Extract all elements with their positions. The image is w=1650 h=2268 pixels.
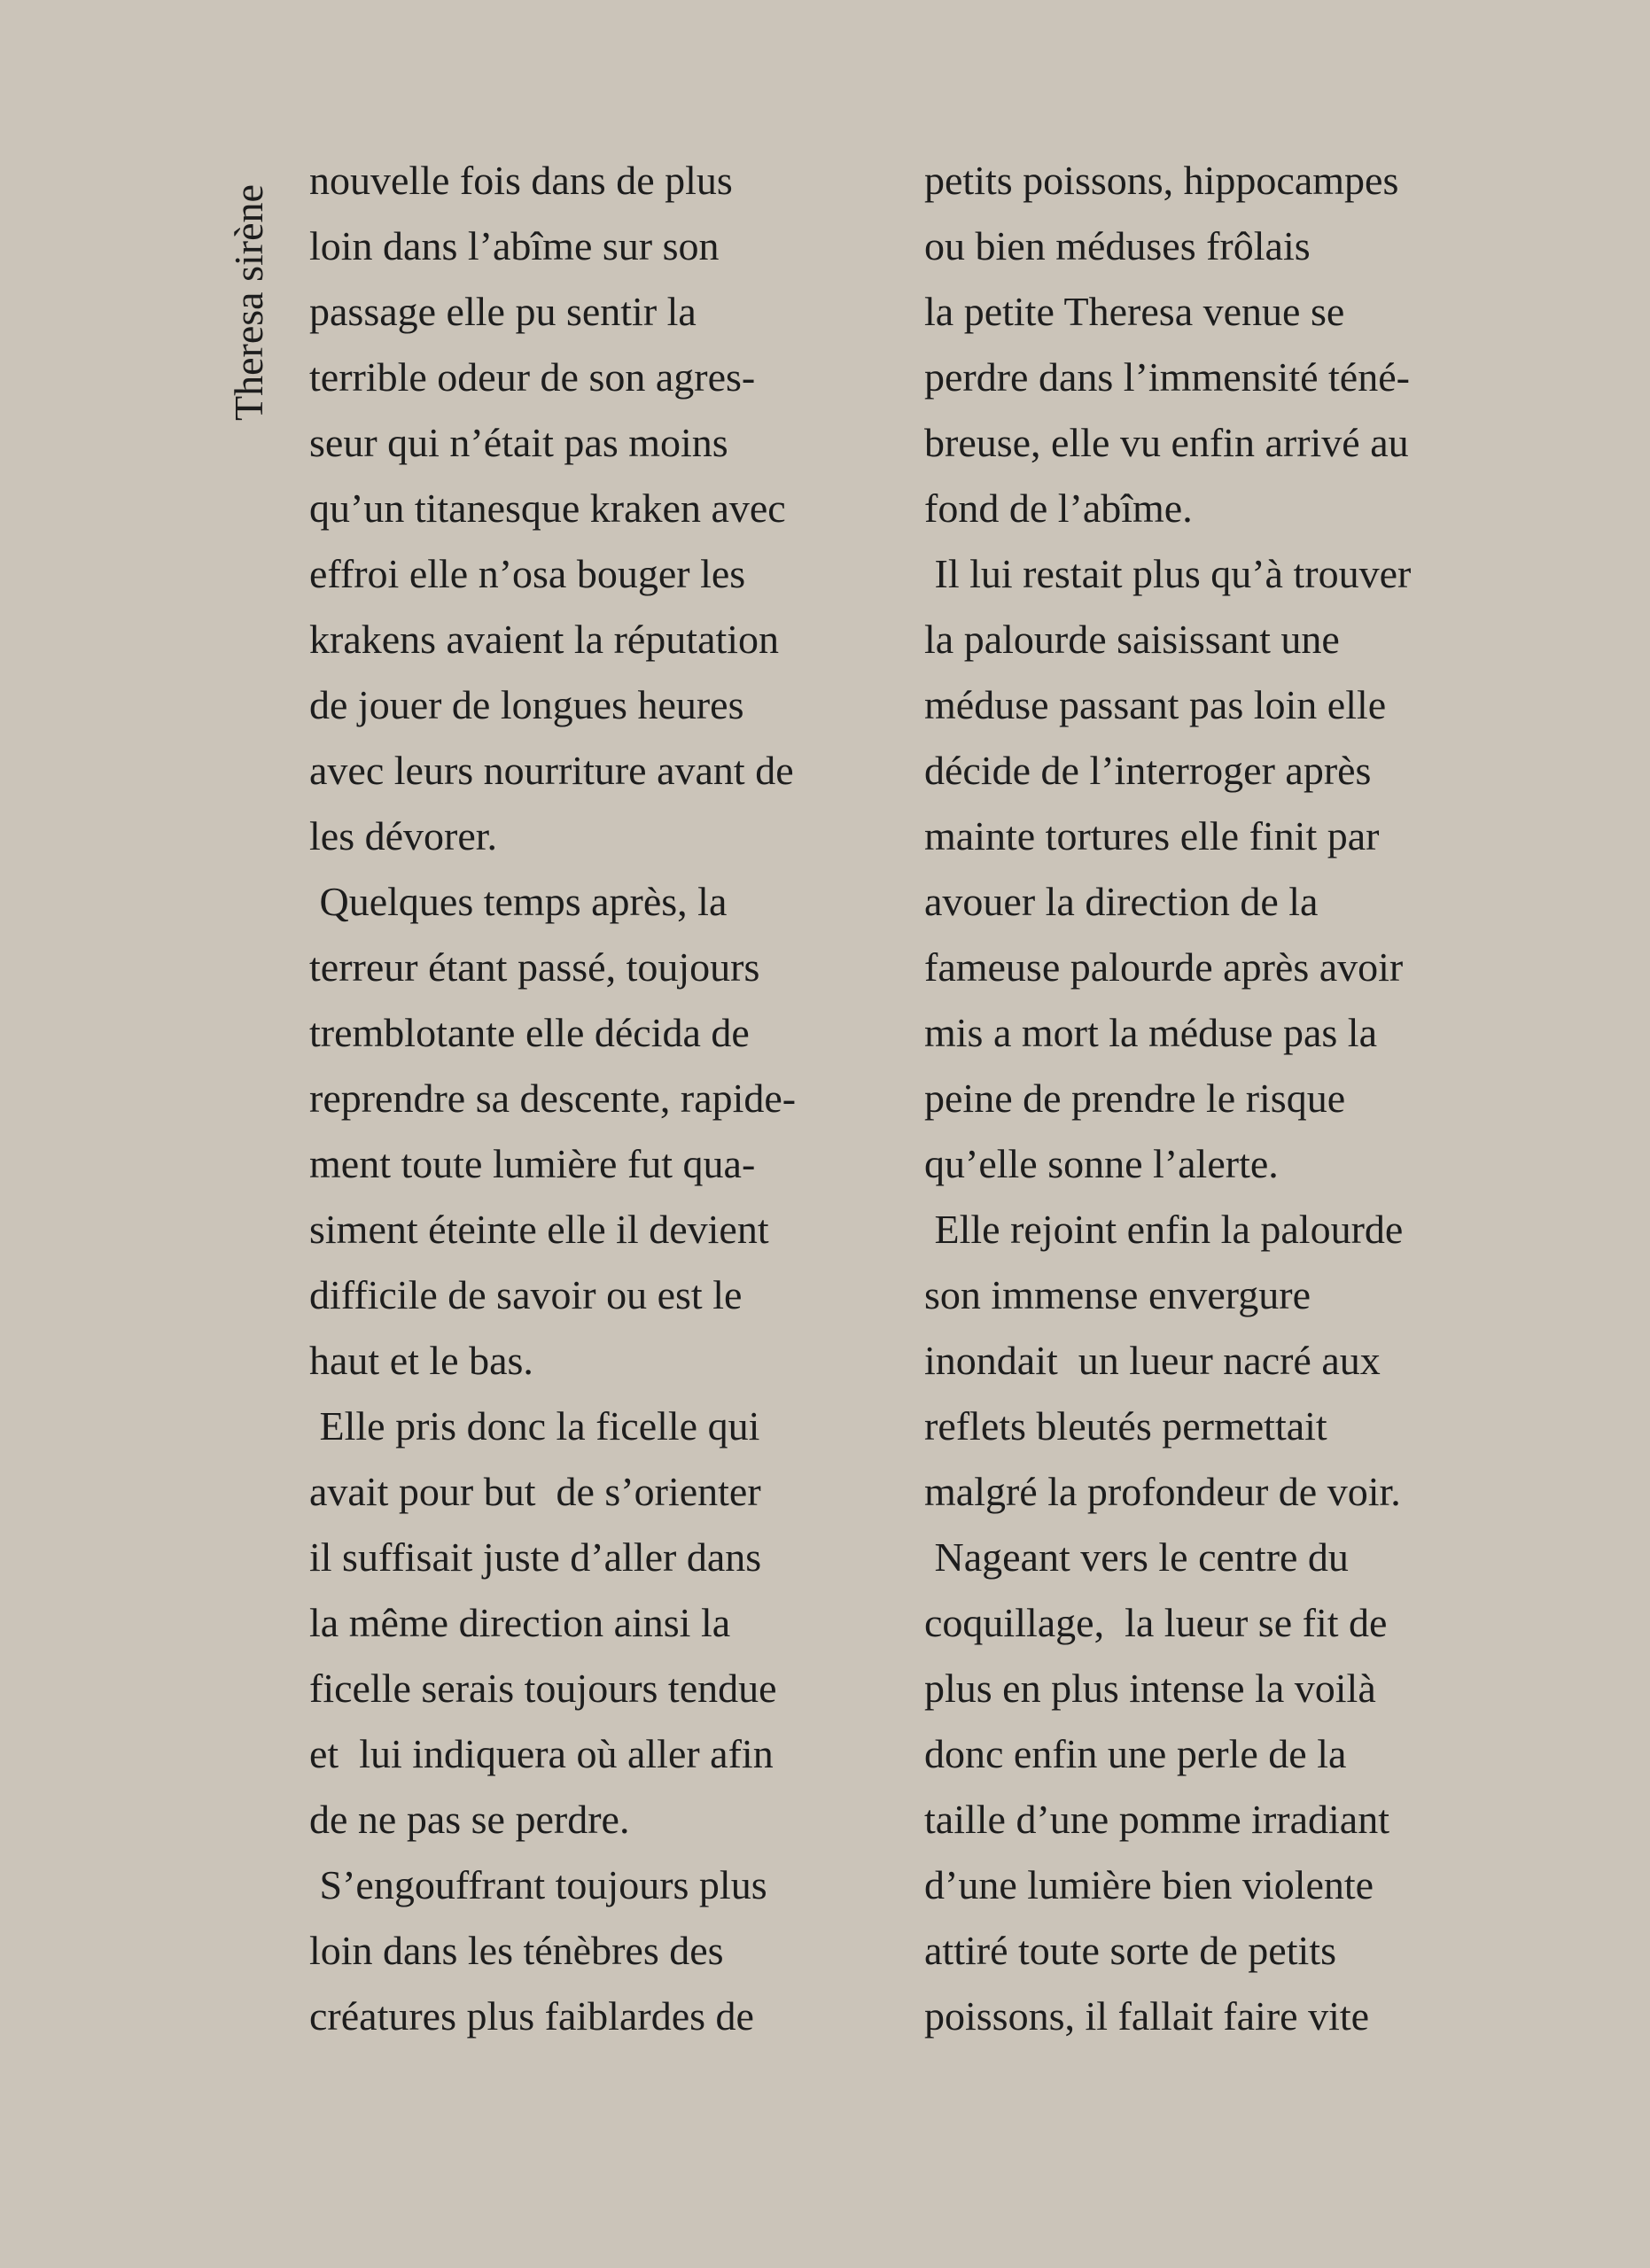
text-line: loin dans l’abîme sur son: [309, 223, 720, 268]
text-line: seur qui n’était pas moins: [309, 420, 728, 465]
text-column-left: [309, 148, 930, 2049]
text-line: décide de l’interroger après: [924, 748, 1372, 793]
text-line: taille d’une pomme irradiant: [924, 1797, 1389, 1842]
text-line: peine de prendre le risque: [924, 1076, 1346, 1121]
text-line: qu’elle sonne l’alerte.: [924, 1141, 1279, 1186]
text-column-right: [924, 148, 1562, 2049]
text-line: d’une lumière bien violente: [924, 1862, 1374, 1907]
text-line: mainte tortures elle finit par: [924, 813, 1380, 858]
text-line: de jouer de longues heures: [309, 682, 744, 727]
text-line: inondait un lueur nacré aux: [924, 1338, 1381, 1383]
text-line: perdre dans l’immensité téné-: [924, 354, 1410, 400]
text-line: ou bien méduses frôlais: [924, 223, 1311, 268]
text-line: terreur étant passé, toujours: [309, 944, 760, 990]
text-line: nouvelle fois dans de plus: [309, 158, 733, 203]
text-line: la petite Theresa venue se: [924, 289, 1345, 334]
text-line: avec leurs nourriture avant de: [309, 748, 794, 793]
text-line: la palourde saisissant une: [924, 617, 1340, 662]
text-line: Elle pris donc la ficelle qui: [309, 1403, 760, 1449]
text-line: les dévorer.: [309, 813, 498, 858]
text-line: Nageant vers le centre du: [924, 1534, 1349, 1580]
text-line: avouer la direction de la: [924, 879, 1319, 924]
text-line: ment toute lumière fut qua-: [309, 1141, 756, 1186]
text-line: fond de l’abîme.: [924, 485, 1193, 531]
text-line: ficelle serais toujours tendue: [309, 1666, 777, 1711]
running-head: Theresa sirène: [226, 184, 271, 421]
text-line: S’engouffrant toujours plus: [309, 1862, 767, 1907]
text-line: Elle rejoint enfin la palourde: [924, 1207, 1404, 1252]
text-line: breuse, elle vu enfin arrivé au: [924, 420, 1409, 465]
text-line: avait pour but de s’orienter: [309, 1469, 761, 1514]
text-line: tremblotante elle décida de: [309, 1010, 750, 1055]
text-line: passage elle pu sentir la: [309, 289, 697, 334]
text-line: son immense envergure: [924, 1272, 1311, 1317]
text-line: terrible odeur de son agres-: [309, 354, 756, 400]
text-line: krakens avaient la réputation: [309, 617, 780, 662]
text-line: attiré toute sorte de petits: [924, 1928, 1336, 1973]
text-line: et lui indiquera où aller afin: [309, 1731, 774, 1776]
text-line: plus en plus intense la voilà: [924, 1666, 1376, 1711]
text-line: reflets bleutés permettait: [924, 1403, 1327, 1449]
text-line: petits poissons, hippocampes: [924, 158, 1399, 203]
text-line: Quelques temps après, la: [309, 879, 728, 924]
text-line: Il lui restait plus qu’à trouver: [924, 551, 1412, 596]
text-line: la même direction ainsi la: [309, 1600, 731, 1645]
text-line: malgré la profondeur de voir.: [924, 1469, 1401, 1514]
text-line: haut et le bas.: [309, 1338, 533, 1383]
text-line: effroi elle n’osa bouger les: [309, 551, 746, 596]
text-line: donc enfin une perle de la: [924, 1731, 1347, 1776]
text-line: mis a mort la méduse pas la: [924, 1010, 1377, 1055]
text-line: loin dans les ténèbres des: [309, 1928, 724, 1973]
text-line: qu’un titanesque kraken avec: [309, 485, 786, 531]
text-line: reprendre sa descente, rapide-: [309, 1076, 797, 1121]
text-line: coquillage, la lueur se fit de: [924, 1600, 1388, 1645]
text-line: il suffisait juste d’aller dans: [309, 1534, 762, 1580]
text-line: poissons, il fallait faire vite: [924, 1993, 1370, 2039]
text-line: fameuse palourde après avoir: [924, 944, 1404, 990]
text-line: de ne pas se perdre.: [309, 1797, 630, 1842]
text-line: créatures plus faiblardes de: [309, 1993, 754, 2039]
text-line: siment éteinte elle il devient: [309, 1207, 769, 1252]
text-line: méduse passant pas loin elle: [924, 682, 1387, 727]
text-line: difficile de savoir ou est le: [309, 1272, 743, 1317]
